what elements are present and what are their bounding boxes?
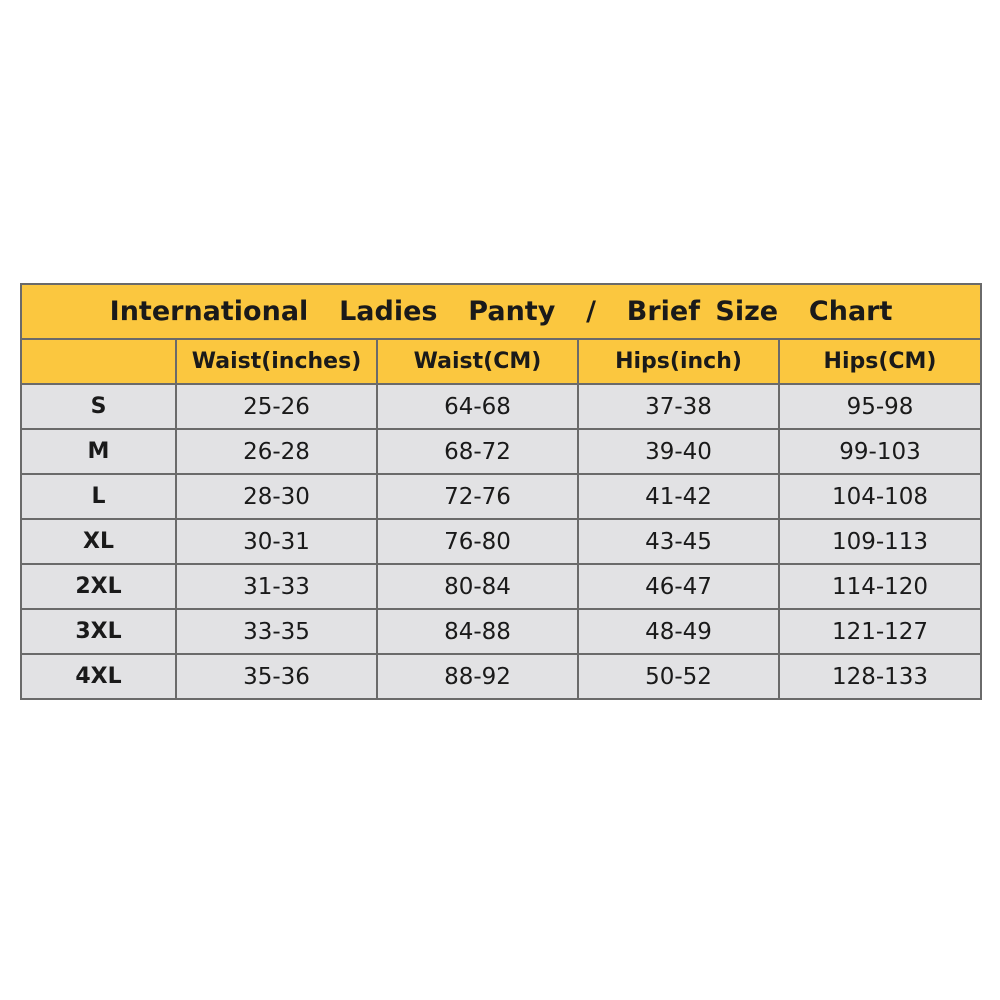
waist-cm-cell: 88-92 [377, 654, 578, 699]
size-label: M [21, 429, 176, 474]
chart-title: International Ladies Panty / Brief Size Chart [21, 284, 981, 339]
size-label: 2XL [21, 564, 176, 609]
column-header-size [21, 339, 176, 384]
waist-inches-cell: 33-35 [176, 609, 377, 654]
table-row [21, 429, 981, 474]
size-label: 4XL [21, 654, 176, 699]
waist-inches-cell: 26-28 [176, 429, 377, 474]
waist-inches-cell: 35-36 [176, 654, 377, 699]
waist-inches-cell: 28-30 [176, 474, 377, 519]
hips-cm-cell: 104-108 [779, 474, 981, 519]
waist-inches-cell: 25-26 [176, 384, 377, 429]
hips-cm-cell: 128-133 [779, 654, 981, 699]
size-label: L [21, 474, 176, 519]
table-row [21, 519, 981, 564]
table-row [21, 564, 981, 609]
hips-cm-cell: 114-120 [779, 564, 981, 609]
column-header-waist-cm: Waist(CM) [377, 339, 578, 384]
waist-cm-cell: 76-80 [377, 519, 578, 564]
column-header-waist-inches: Waist(inches) [176, 339, 377, 384]
table-row [21, 384, 981, 429]
hips-inch-cell: 48-49 [578, 609, 779, 654]
waist-inches-cell: 31-33 [176, 564, 377, 609]
waist-cm-cell: 68-72 [377, 429, 578, 474]
waist-cm-cell: 72-76 [377, 474, 578, 519]
waist-cm-cell: 84-88 [377, 609, 578, 654]
column-header-row [21, 339, 981, 384]
waist-inches-cell: 30-31 [176, 519, 377, 564]
table-row [21, 609, 981, 654]
hips-cm-cell: 95-98 [779, 384, 981, 429]
table-row [21, 474, 981, 519]
size-chart-table [20, 283, 982, 700]
title-row [21, 284, 981, 339]
hips-inch-cell: 37-38 [578, 384, 779, 429]
hips-inch-cell: 43-45 [578, 519, 779, 564]
hips-inch-cell: 39-40 [578, 429, 779, 474]
hips-inch-cell: 41-42 [578, 474, 779, 519]
size-label: 3XL [21, 609, 176, 654]
hips-inch-cell: 46-47 [578, 564, 779, 609]
column-header-hips-cm: Hips(CM) [779, 339, 981, 384]
size-label: XL [21, 519, 176, 564]
table-row [21, 654, 981, 699]
waist-cm-cell: 80-84 [377, 564, 578, 609]
hips-cm-cell: 109-113 [779, 519, 981, 564]
hips-cm-cell: 99-103 [779, 429, 981, 474]
hips-cm-cell: 121-127 [779, 609, 981, 654]
waist-cm-cell: 64-68 [377, 384, 578, 429]
column-header-hips-inch: Hips(inch) [578, 339, 779, 384]
size-label: S [21, 384, 176, 429]
hips-inch-cell: 50-52 [578, 654, 779, 699]
